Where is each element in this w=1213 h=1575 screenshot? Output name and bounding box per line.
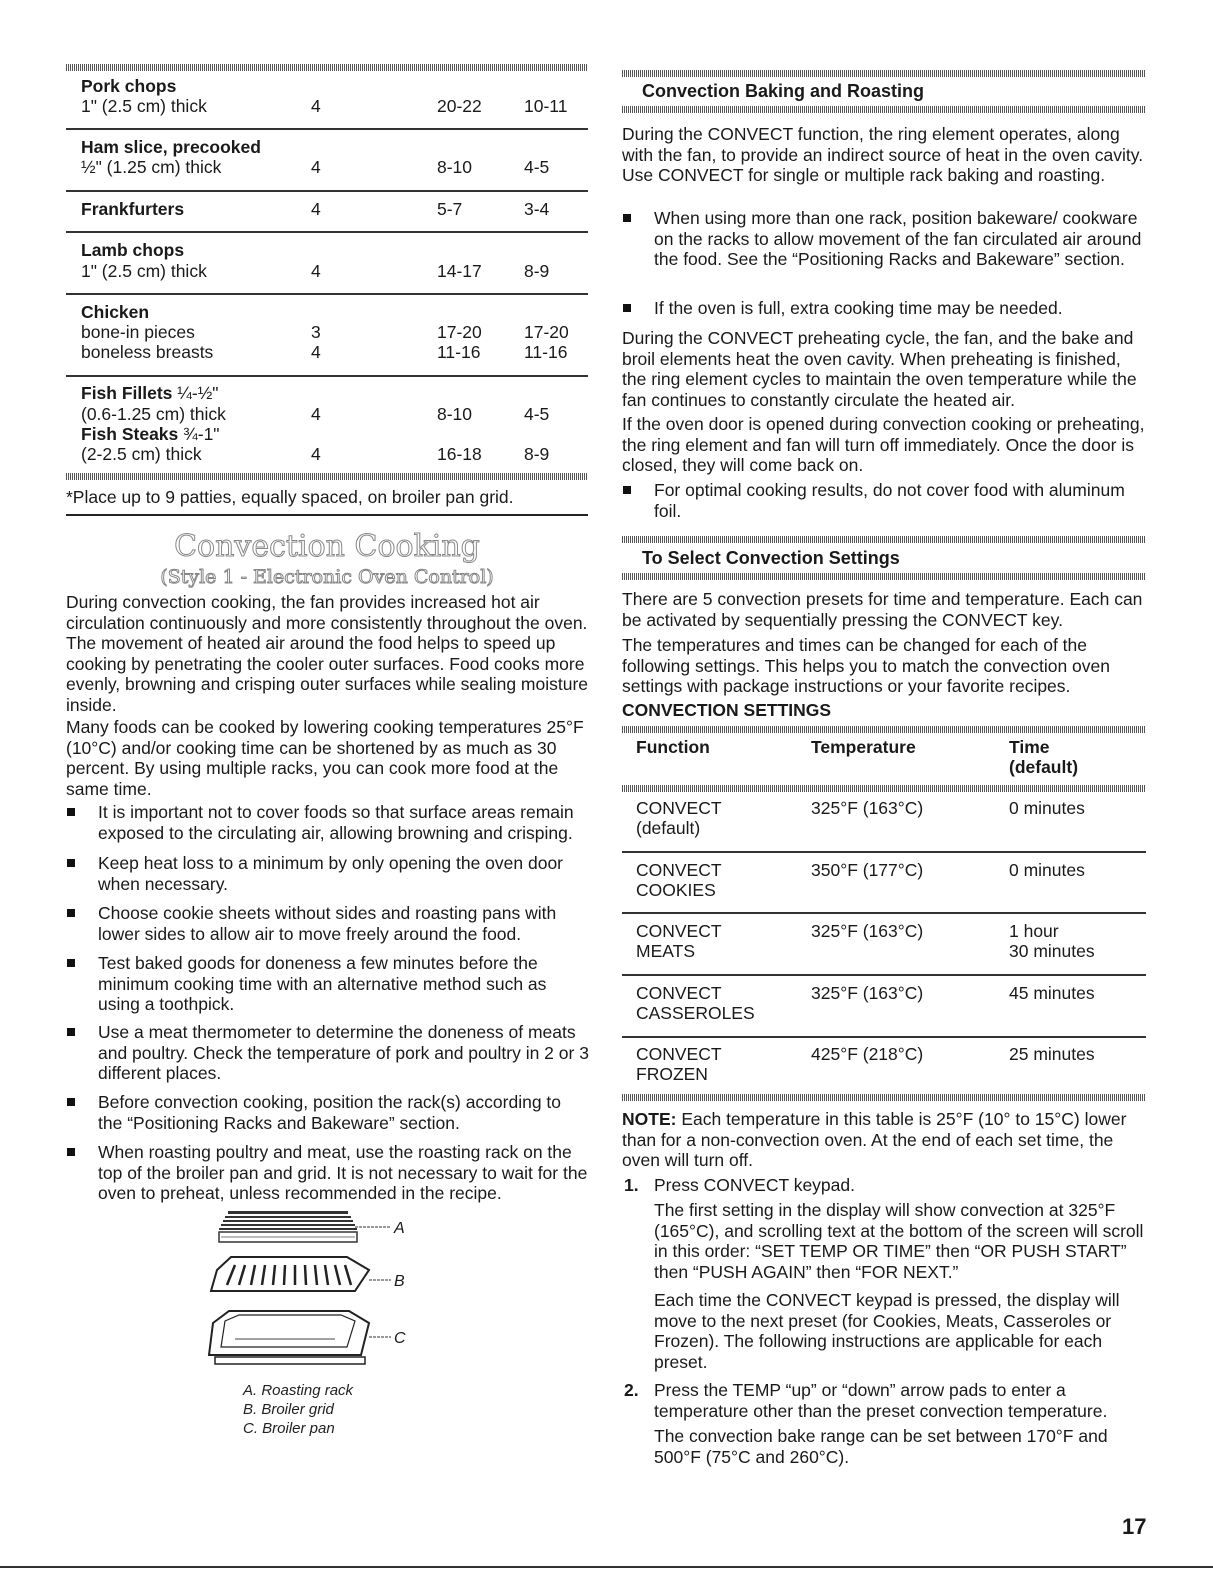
table-bottom-border <box>66 473 588 480</box>
bullet-icon <box>67 1028 75 1036</box>
fish-steaks-label: Fish Steaks <box>81 424 179 444</box>
paragraph: Many foods can be cooked by lowering cooking temperatures 25°F (10°C) and/or cooking time can be shortened by as much as 30 percent. By using multiple racks, you can cook more food at the same time. <box>66 717 584 799</box>
bullet-text: Choose cookie sheets without sides and roasting pans with lower sides to allow air to move freely around the food. <box>98 903 557 944</box>
table-cell-desc: ½" (1.25 cm) thick <box>81 157 222 177</box>
table-header-border <box>622 785 1146 792</box>
table-cell-side1: 16-18 <box>437 444 482 464</box>
paragraph: The temperatures and times can be changed for each of the following settings. This helps you to match the convection oven settings with package instructions or your favorite recipes. <box>622 635 1111 696</box>
table-cell-temperature: 425°F (218°C) <box>811 1044 924 1064</box>
table-row-name: Pork chops <box>81 76 177 96</box>
table-cell-rack: 3 <box>311 322 321 342</box>
table-cell-function: CONVECT <box>636 860 722 880</box>
table-cell-time: 45 minutes <box>1009 983 1095 1003</box>
paragraph: During convection cooking, the fan provides increased hot air circulation continuously and more consistently throughout the oven. The movement of heated air around the food helps to speed up cooking by penetrating the cooler outer surfaces. Food cooks more evenly, browning and crisping outer surfaces while sealing moisture inside. <box>66 592 589 715</box>
table-cell-desc: 1" (2.5 cm) thick <box>81 261 207 281</box>
table-cell-side1: 14-17 <box>437 261 482 281</box>
page-bottom-edge <box>0 1566 1213 1568</box>
bullet-text: Use a meat thermometer to determine the doneness of meats and poultry. Check the temperature of pork and poultry in 2 or 3 different places. <box>98 1022 589 1083</box>
bullet-text: Test baked goods for doneness a few minutes before the minimum cooking time with an alternative method such as using a toothpick. <box>98 953 547 1014</box>
page-number: 17 <box>1122 1514 1147 1539</box>
section-divider <box>66 514 588 516</box>
section-heading: Convection Baking and Roasting <box>642 81 925 101</box>
figure-label-a: A <box>394 1220 405 1237</box>
step-detail: Each time the CONVECT keypad is pressed, the display will move to the next preset (for Cookies, Meats, Casseroles or Frozen). The following instructions are applicable for each preset. <box>654 1290 1120 1372</box>
bullet-icon <box>67 959 75 967</box>
table-row-name: Chicken <box>81 302 150 322</box>
section-title: Convection Cooking <box>174 529 480 564</box>
step-number: 1. <box>624 1175 639 1195</box>
table-divider <box>622 912 1146 914</box>
table-cell-function: CONVECT <box>636 1044 722 1064</box>
table-cell-side1: 20-22 <box>437 96 482 116</box>
table-row-name <box>81 383 219 404</box>
table-row-name: Ham slice, precooked <box>81 137 261 157</box>
table-cell-temperature: 325°F (163°C) <box>811 983 924 1003</box>
heading-bottom-border <box>622 106 1146 113</box>
fish-steaks-size: ¾-1" <box>178 424 220 444</box>
table-cell-side1: 5-7 <box>437 199 463 219</box>
table-cell-side2: 10-11 <box>524 96 568 116</box>
table-cell-temperature: 325°F (163°C) <box>811 798 924 818</box>
table-cell-rack: 4 <box>311 261 321 281</box>
table-bottom-border <box>622 1094 1146 1101</box>
roasting-rack-drawing <box>219 1211 391 1242</box>
figure-caption: A. Roasting rack <box>243 1382 354 1399</box>
figure-caption: B. Broiler grid <box>243 1401 334 1418</box>
table-cell-desc: bone-in pieces <box>81 322 195 342</box>
table-divider <box>622 1036 1146 1038</box>
figure-label-c: C <box>394 1330 406 1347</box>
table-cell-rack: 4 <box>311 157 321 177</box>
table-divider <box>622 851 1146 853</box>
step-detail: The convection bake range can be set between 170°F and 500°F (75°C and 260°C). <box>654 1426 1108 1467</box>
table-cell-temperature: 350°F (177°C) <box>811 860 924 880</box>
table-divider <box>66 293 588 295</box>
broiler-pan-drawing <box>209 1311 391 1364</box>
table-cell-function: CONVECT <box>636 921 722 941</box>
table-divider <box>66 231 588 233</box>
step-text: Press the TEMP “up” or “down” arrow pads to enter a temperature other than the preset convection temperature. <box>654 1380 1108 1421</box>
table-cell-temperature: 325°F (163°C) <box>811 921 924 941</box>
table-cell-side1: 17-20 <box>437 322 482 342</box>
bullet-icon <box>623 304 631 312</box>
bullet-text: Keep heat loss to a minimum by only opening the oven door when necessary. <box>98 853 564 894</box>
table-cell-function: CONVECT <box>636 983 722 1003</box>
table-cell-rack: 4 <box>311 342 321 362</box>
table-cell-time: 30 minutes <box>1009 941 1095 961</box>
broiler-grid-drawing <box>211 1257 391 1291</box>
table-cell-side2: 4-5 <box>524 157 550 177</box>
bullet-icon <box>623 214 631 222</box>
bullet-icon <box>623 486 631 494</box>
note-paragraph <box>622 1109 1146 1171</box>
table-cell-desc: 1" (2.5 cm) thick <box>81 96 207 116</box>
table-cell-side2: 11-16 <box>524 342 568 362</box>
paragraph: There are 5 convection presets for time and temperature. Each can be activated by sequentially pressing the CONVECT key. <box>622 589 1143 630</box>
table-footnote: *Place up to 9 patties, equally spaced, on broiler pan grid. <box>66 487 514 507</box>
heading-top-border <box>622 70 1146 77</box>
table-divider <box>66 128 588 130</box>
step-number: 2. <box>624 1380 639 1400</box>
table-cell-side2: 17-20 <box>524 322 569 342</box>
bullet-text: It is important not to cover foods so that surface areas remain exposed to the circulating air, allowing browning and crisping. <box>98 802 574 843</box>
table-cell-function: CASSEROLES <box>636 1003 755 1023</box>
table-cell-function: FROZEN <box>636 1064 708 1084</box>
table-cell-time: 1 hour <box>1009 921 1059 941</box>
note-text: Each temperature in this table is 25°F (10° to 15°C) lower than for a non-convection oven. At the end of each set time, the oven will turn off. <box>622 1109 1127 1170</box>
table-cell-rack: 4 <box>311 199 321 219</box>
table-cell-side1: 11-16 <box>437 342 481 362</box>
figure-label-b: B <box>394 1273 405 1290</box>
paragraph: During the CONVECT preheating cycle, the fan, and the bake and broil elements heat the oven cavity. When preheating is finished, the ring element cycles to maintain the oven temperature while the fan continues to constantly circulate the heated air. <box>622 328 1137 410</box>
figure-caption: C. Broiler pan <box>243 1420 335 1437</box>
bullet-icon <box>67 1148 75 1156</box>
table-cell-desc: (2-2.5 cm) thick <box>81 444 202 464</box>
table-cell-side1: 8-10 <box>437 404 473 424</box>
table-divider <box>66 375 588 377</box>
broiler-pan-illustration <box>195 1205 425 1375</box>
bullet-icon <box>67 1098 75 1106</box>
step-text: Press CONVECT keypad. <box>654 1175 855 1195</box>
table-cell-time: 25 minutes <box>1009 1044 1095 1064</box>
column-header: Temperature <box>811 737 916 757</box>
table-cell-function: CONVECT <box>636 798 722 818</box>
table-divider <box>66 190 588 192</box>
bullet-text: Before convection cooking, position the rack(s) according to the “Positioning Racks and Bakeware” section. <box>98 1092 562 1133</box>
paragraph: During the CONVECT function, the ring element operates, along with the fan, to provide an indirect source of heat in the oven cavity. Use CONVECT for single or multiple rack baking and roasting. <box>622 124 1144 185</box>
table-row-name: Frankfurters <box>81 199 185 219</box>
table-cell-side1: 8-10 <box>437 157 473 177</box>
table-row-name: Lamb chops <box>81 240 185 260</box>
column-header-sub: (default) <box>1009 757 1079 777</box>
fish-fillets-label: Fish Fillets <box>81 383 173 403</box>
table-cell-function: COOKIES <box>636 880 716 900</box>
table-divider <box>622 974 1146 976</box>
table-cell-function: (default) <box>636 818 701 838</box>
bullet-text: When roasting poultry and meat, use the roasting rack on the top of the broiler pan and grid. It is not necessary to wait for the oven to preheat, unless recommended in the recipe. <box>98 1142 588 1203</box>
table-cell-side2: 3-4 <box>524 199 550 219</box>
table-cell-desc: boneless breasts <box>81 342 214 362</box>
table-cell-side2: 4-5 <box>524 404 550 424</box>
table-cell-rack: 4 <box>311 444 321 464</box>
bullet-text: For optimal cooking results, do not cover food with aluminum foil. <box>654 480 1125 521</box>
bullet-text: If the oven is full, extra cooking time may be needed. <box>654 298 1063 318</box>
table-cell-side2: 8-9 <box>524 444 550 464</box>
column-header: Function <box>636 737 710 757</box>
heading-bottom-border <box>622 573 1146 580</box>
bullet-text: When using more than one rack, position bakeware/ cookware on the racks to allow movement of the fan circulated air around the food. See the “Positioning Racks and Bakeware” section. <box>654 208 1142 269</box>
paragraph: If the oven door is opened during convection cooking or preheating, the ring element and fan will turn off immediately. Once the door is closed, they will come back on. <box>622 414 1145 475</box>
table-row-name <box>81 424 220 445</box>
fish-fillets-size: ¼-½" <box>172 383 219 403</box>
bullet-icon <box>67 808 75 816</box>
section-subtitle: (Style 1 - Electronic Oven Control) <box>160 566 494 588</box>
table-cell-function: MEATS <box>636 941 695 961</box>
table-cell-rack: 4 <box>311 404 321 424</box>
table-cell-time: 0 minutes <box>1009 860 1085 880</box>
column-header: Time <box>1009 737 1050 757</box>
bullet-icon <box>67 909 75 917</box>
step-detail: The first setting in the display will show convection at 325°F (165°C), and scrolling text at the bottom of the screen will scroll in this order: “SET TEMP OR TIME” then “OR PUSH START” then “PUSH AGAIN” then “FOR NEXT.” <box>654 1200 1144 1282</box>
table-title: CONVECTION SETTINGS <box>622 700 832 720</box>
bullet-icon <box>67 859 75 867</box>
table-top-border <box>66 64 588 71</box>
table-cell-side2: 8-9 <box>524 261 550 281</box>
note-label: NOTE: <box>622 1109 677 1129</box>
table-cell-time: 0 minutes <box>1009 798 1085 818</box>
table-cell-rack: 4 <box>311 96 321 116</box>
heading-top-border <box>622 536 1146 543</box>
table-top-border <box>622 726 1146 733</box>
section-heading: To Select Convection Settings <box>642 548 900 568</box>
table-cell-desc: (0.6-1.25 cm) thick <box>81 404 226 424</box>
